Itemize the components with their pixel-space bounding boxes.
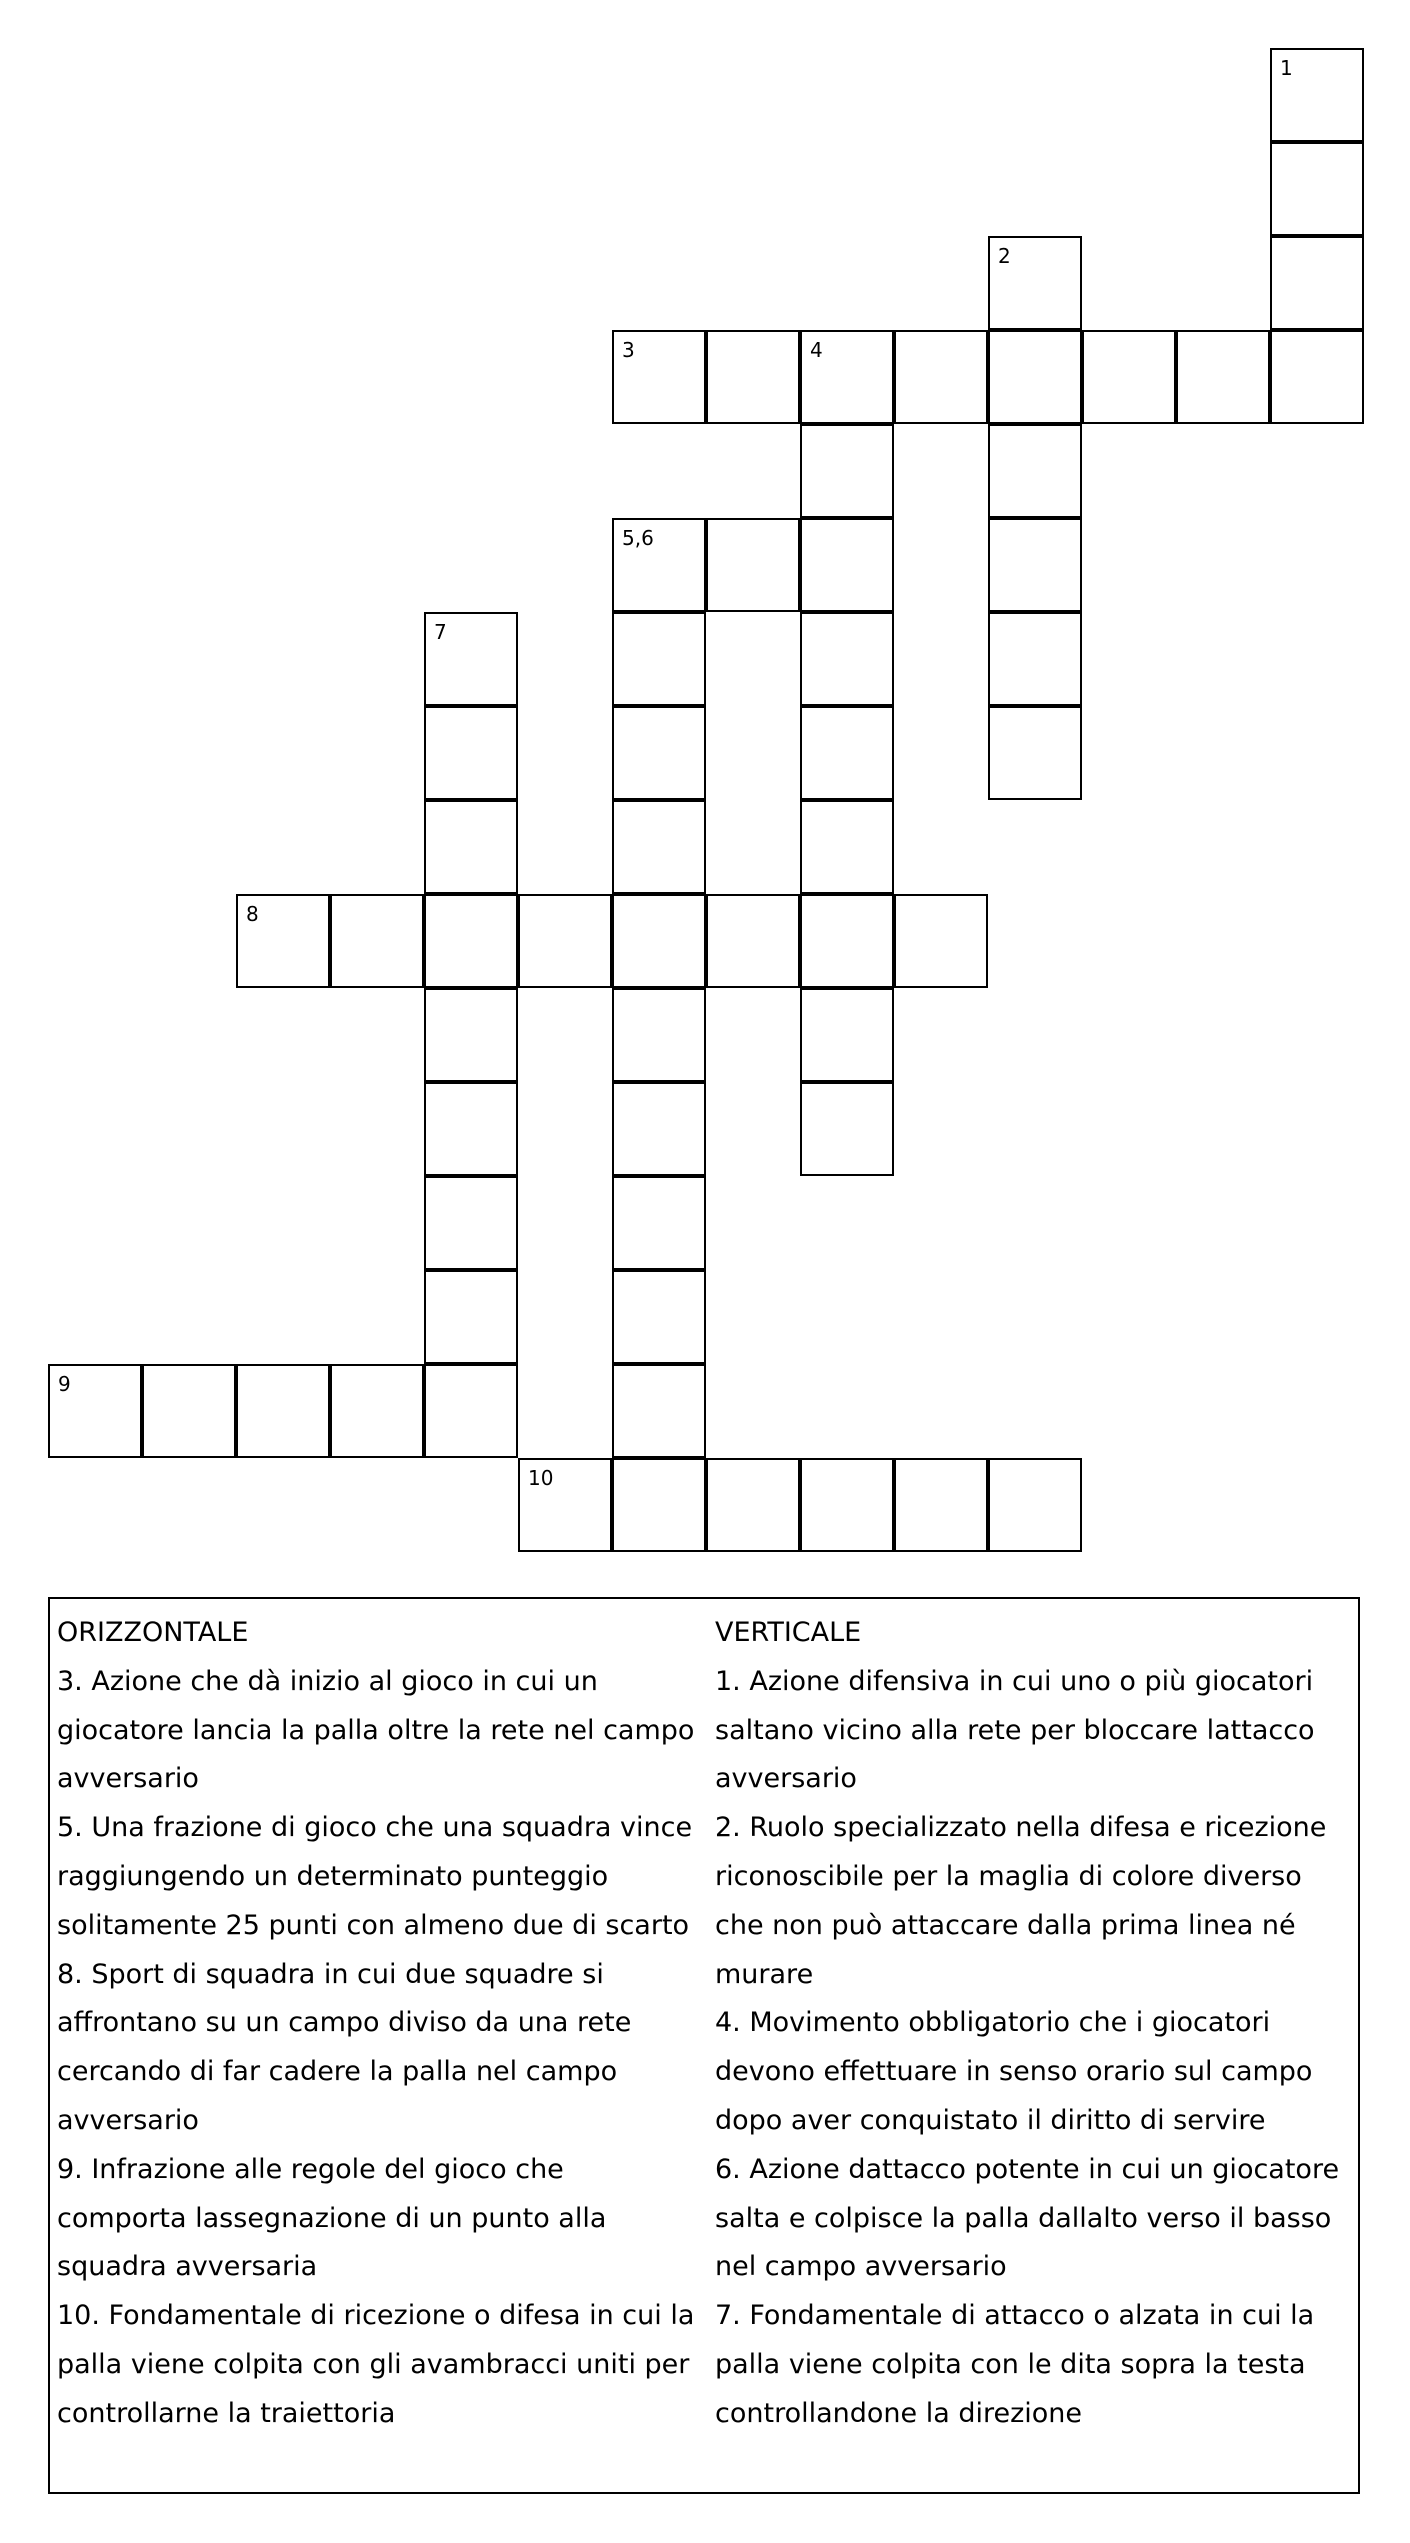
down-clue-6: 6. Azione dattacco potente in cui un giocatore salta e colpisce la palla dallalto verso il basso nel campo avversario — [715, 2153, 1340, 2283]
crossword-cell[interactable] — [894, 894, 988, 988]
clue-number: 3 — [622, 338, 635, 362]
clues-box — [48, 1597, 1360, 2494]
crossword-cell[interactable] — [894, 1458, 988, 1552]
crossword-cell[interactable] — [612, 800, 706, 894]
down-clues-column — [715, 1609, 1355, 2439]
down-clue-7: 7. Fondamentale di attacco o alzata in cui la palla viene colpita con le dita sopra la testa controllandone la direzione — [715, 2300, 1315, 2429]
crossword-cell[interactable] — [988, 1458, 1082, 1552]
crossword-cell[interactable] — [800, 800, 894, 894]
clue-number: 8 — [246, 902, 259, 926]
crossword-cell[interactable] — [424, 706, 518, 800]
crossword-cell[interactable] — [424, 1364, 518, 1458]
crossword-cell[interactable] — [800, 1458, 894, 1552]
crossword-cell[interactable] — [1082, 330, 1176, 424]
crossword-cell[interactable] — [612, 1364, 706, 1458]
crossword-cell[interactable] — [1270, 142, 1364, 236]
crossword-cell[interactable] — [988, 424, 1082, 518]
crossword-cell[interactable] — [800, 988, 894, 1082]
crossword-cell[interactable] — [800, 1082, 894, 1176]
crossword-cell[interactable] — [236, 894, 330, 988]
crossword-cell[interactable] — [612, 988, 706, 1082]
crossword-cell[interactable] — [424, 1082, 518, 1176]
crossword-cell[interactable] — [800, 518, 894, 612]
crossword-cell[interactable] — [612, 1270, 706, 1364]
across-heading: ORIZZONTALE — [57, 1617, 249, 1648]
clue-number: 5,6 — [622, 526, 654, 550]
crossword-cell[interactable] — [48, 1364, 142, 1458]
down-heading: VERTICALE — [715, 1617, 862, 1648]
crossword-cell[interactable] — [1270, 48, 1364, 142]
crossword-cell[interactable] — [894, 330, 988, 424]
crossword-cell[interactable] — [706, 894, 800, 988]
crossword-cell[interactable] — [800, 706, 894, 800]
across-clue-8: 8. Sport di squadra in cui due squadre si affrontano su un campo diviso da una rete cercando di far cadere la palla nel campo avversario — [57, 1958, 632, 2136]
across-clue-3: 3. Azione che dà inizio al gioco in cui un giocatore lancia la palla oltre la rete nel campo avversario — [57, 1665, 695, 1795]
across-clue-5: 5. Una frazione di gioco che una squadra vince raggiungendo un determinato punteggio solitamente 25 punti con almeno due di scarto — [57, 1812, 693, 1941]
crossword-cell[interactable] — [706, 518, 800, 612]
crossword-cell[interactable] — [800, 330, 894, 424]
across-clue-10: 10. Fondamentale di ricezione o difesa in cui la palla viene colpita con gli avambracci uniti per controllarne la traiettoria — [57, 2300, 695, 2429]
crossword-cell[interactable] — [424, 612, 518, 706]
crossword-cell[interactable] — [612, 330, 706, 424]
clue-number: 1 — [1280, 56, 1293, 80]
crossword-cell[interactable] — [236, 1364, 330, 1458]
crossword-cell[interactable] — [1270, 236, 1364, 330]
crossword-cell[interactable] — [612, 1458, 706, 1552]
crossword-cell[interactable] — [800, 424, 894, 518]
crossword-cell[interactable] — [424, 800, 518, 894]
across-clue-9: 9. Infrazione alle regole del gioco che comporta lassegnazione di un punto alla squadra avversaria — [57, 2153, 607, 2283]
crossword-cell[interactable] — [1176, 330, 1270, 424]
crossword-cell[interactable] — [142, 1364, 236, 1458]
clue-number: 4 — [810, 338, 823, 362]
crossword-cell[interactable] — [988, 236, 1082, 330]
crossword-cell[interactable] — [706, 1458, 800, 1552]
crossword-cell[interactable] — [424, 1270, 518, 1364]
crossword-cell[interactable] — [330, 1364, 424, 1458]
crossword-cell[interactable] — [988, 518, 1082, 612]
down-clue-1: 1. Azione difensiva in cui uno o più giocatori saltano vicino alla rete per bloccare lattacco avversario — [715, 1665, 1315, 1795]
clue-number: 7 — [434, 620, 447, 644]
crossword-cell[interactable] — [518, 1458, 612, 1552]
crossword-cell[interactable] — [424, 1176, 518, 1270]
crossword-cell[interactable] — [988, 330, 1082, 424]
down-clue-4: 4. Movimento obbligatorio che i giocatori devono effettuare in senso orario sul campo dopo aver conquistato il diritto di servire — [715, 2007, 1313, 2136]
crossword-cell[interactable] — [612, 1176, 706, 1270]
crossword-cell[interactable] — [612, 706, 706, 800]
crossword-cell[interactable] — [518, 894, 612, 988]
crossword-cell[interactable] — [988, 706, 1082, 800]
crossword-cell[interactable] — [988, 612, 1082, 706]
crossword-cell[interactable] — [612, 1082, 706, 1176]
crossword-cell[interactable] — [1270, 330, 1364, 424]
crossword-cell[interactable] — [800, 612, 894, 706]
down-clue-2: 2. Ruolo specializzato nella difesa e ricezione riconoscibile per la maglia di colore diverso che non può attaccare dalla prima linea né murare — [715, 1812, 1327, 1990]
crossword-cell[interactable] — [330, 894, 424, 988]
crossword-cell[interactable] — [424, 894, 518, 988]
crossword-cell[interactable] — [424, 988, 518, 1082]
clue-number: 9 — [58, 1372, 71, 1396]
crossword-cell[interactable] — [706, 330, 800, 424]
crossword-cell[interactable] — [612, 894, 706, 988]
crossword-cell[interactable] — [612, 612, 706, 706]
clue-number: 10 — [528, 1466, 554, 1490]
crossword-cell[interactable] — [800, 894, 894, 988]
across-clues-column — [57, 1609, 697, 2439]
crossword-cell[interactable] — [612, 518, 706, 612]
clue-number: 2 — [998, 244, 1011, 268]
